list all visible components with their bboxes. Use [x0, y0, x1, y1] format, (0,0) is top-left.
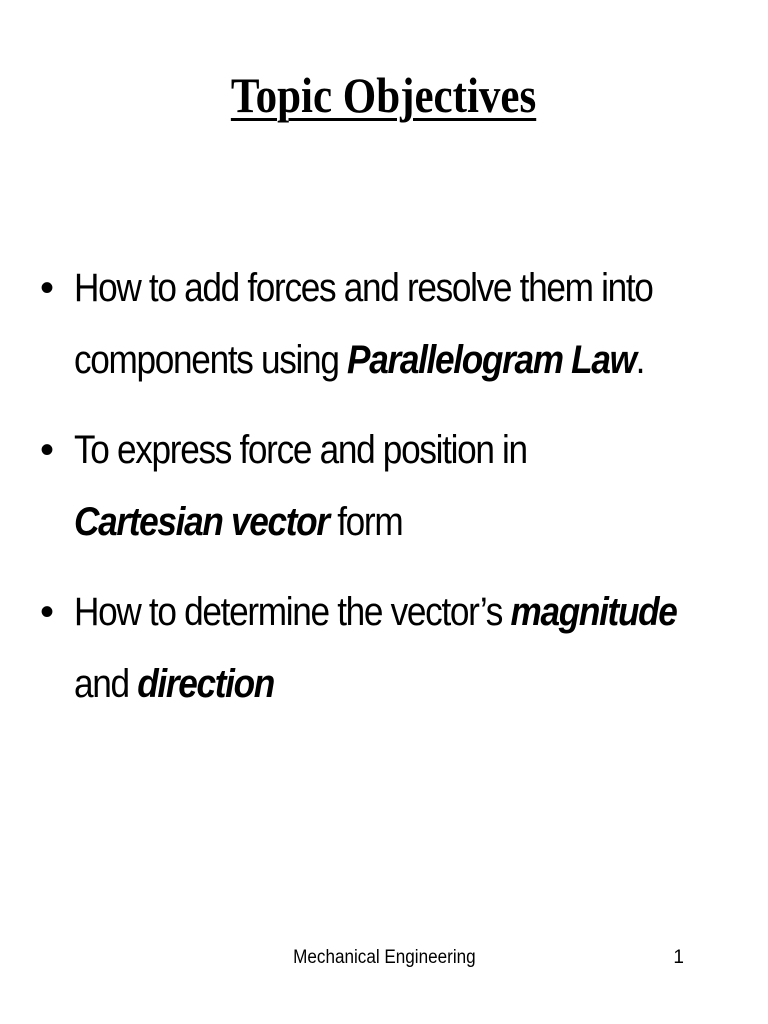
objective-3-line-1-text: How to determine the vector’s	[74, 590, 511, 634]
direction-term: direction	[137, 662, 274, 706]
objective-3-line-2-text: and	[74, 662, 138, 706]
objective-2-line-2-end: form	[328, 500, 403, 544]
objective-3-line-2	[74, 648, 677, 720]
cartesian-vector-term: Cartesian vector	[74, 500, 329, 544]
objective-1-line-1	[74, 252, 653, 324]
objective-text-3	[74, 576, 677, 720]
objective-1-line-2-end: .	[635, 338, 645, 382]
magnitude-term: magnitude	[510, 590, 677, 634]
objective-1-line-2-text: components using	[74, 338, 348, 382]
bullet-icon: •	[40, 266, 53, 310]
objective-text-1	[74, 252, 653, 396]
footer-text: Mechanical Engineering	[292, 947, 476, 968]
objective-item-2	[40, 414, 740, 558]
objective-3-line-1	[74, 576, 677, 648]
parallelogram-law-term: Parallelogram Law	[347, 338, 636, 382]
slide-title	[0, 60, 768, 130]
bullet-icon: •	[40, 590, 53, 634]
objective-item-3	[40, 576, 740, 720]
objective-text-2	[74, 414, 527, 558]
slide-title-text: Topic Objectives	[231, 67, 537, 123]
objective-1-line-1-text: How to add forces and resolve them into	[74, 266, 653, 310]
objective-item-1	[40, 252, 740, 396]
page-number: 1	[673, 947, 684, 968]
objective-2-line-1	[74, 414, 527, 486]
objective-2-line-1-text: To express force and position in	[74, 428, 527, 472]
objective-1-line-2	[74, 324, 653, 396]
objective-2-line-2	[74, 486, 527, 558]
bullet-icon: •	[40, 428, 53, 472]
footer-label	[0, 944, 768, 972]
objectives-list	[40, 252, 740, 738]
